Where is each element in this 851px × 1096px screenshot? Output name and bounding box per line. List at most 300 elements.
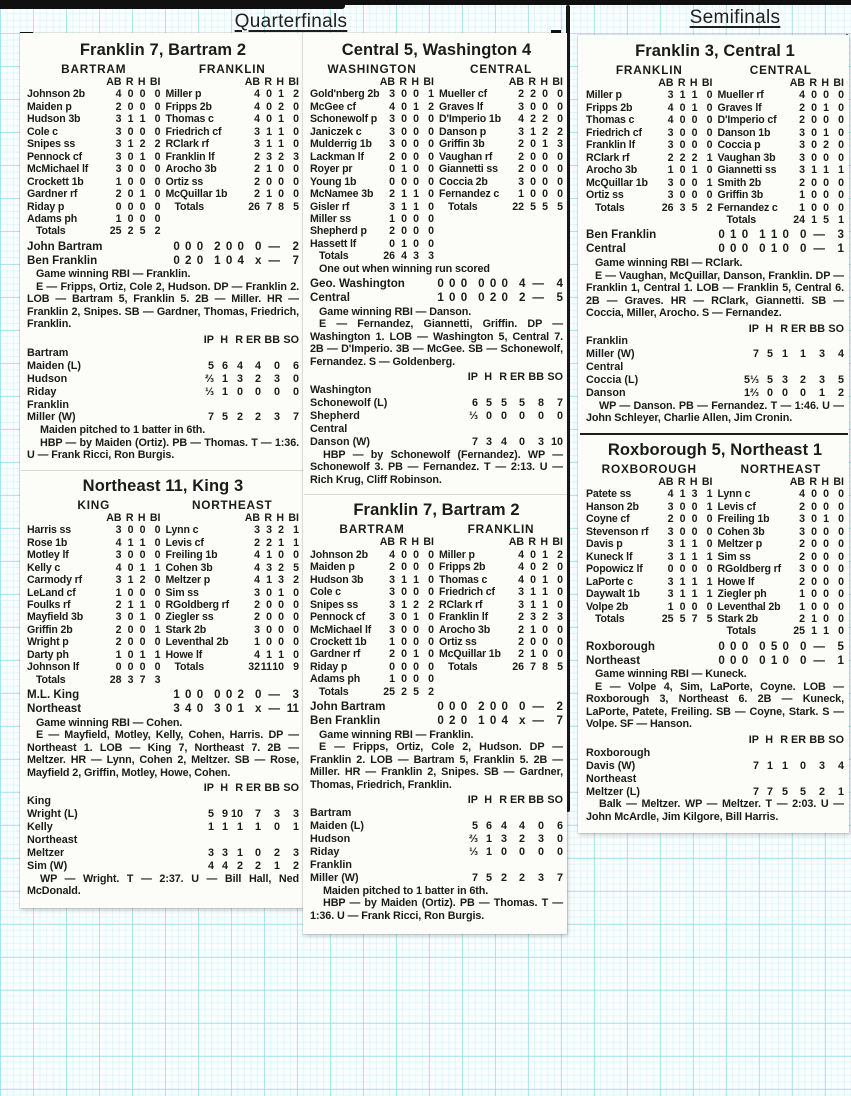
batter-stat: 1 xyxy=(413,573,419,586)
batting-totals-stat: 2 xyxy=(706,201,713,214)
pitcher-stat: 0 xyxy=(273,385,280,398)
pitching-team-name: Franklin xyxy=(27,398,69,411)
batter-stat: 3 xyxy=(254,138,260,151)
batter-stat: 1 xyxy=(799,189,805,202)
batter-name: Friedrich cf xyxy=(165,125,222,138)
batter-stat: 0 xyxy=(266,623,272,636)
batter-stat: 0 xyxy=(278,163,284,176)
game-notes: E — Vaughan, McQuillar, Danson, Franklin. DP — Franklin 1, Central 1. LOB — Franklin 5, Central 6. 2B — Graves. HR — RClark, Giannetti. SB — Coccia, Miller, Arocho. S — Fernandez. xyxy=(586,269,844,320)
batter-stat: 0 xyxy=(823,89,829,102)
batter-stat: 0 xyxy=(127,661,134,674)
inning-group: 0 0 0 xyxy=(718,639,749,653)
linescore-runs: 3 xyxy=(837,228,844,242)
batter-stat: 0 xyxy=(401,138,407,151)
footnote: HBP — by Maiden (Ortiz). PB — Thomas. T — 1:36. U — Frank Ricci, Ron Burgis. xyxy=(310,897,563,922)
batter-name: Hudson 3b xyxy=(27,113,81,126)
batter-stat: 0 xyxy=(811,126,817,139)
batter-stat: 0 xyxy=(811,488,817,501)
pitcher-stat: 3 xyxy=(537,435,544,448)
pitcher-stat: 2 xyxy=(236,859,243,872)
batter-name: Lynn c xyxy=(717,488,751,501)
inning-group: x xyxy=(254,253,262,267)
batter-stat: 0 xyxy=(154,536,161,549)
batter-stat: 0 xyxy=(154,188,161,201)
game-winning-rbi: Game winning RBI — Danson. xyxy=(319,305,472,318)
team-batting-column xyxy=(439,63,563,263)
batter-stat: 0 xyxy=(293,611,299,624)
batter-stat: 0 xyxy=(266,175,272,188)
pitching-header-cell: BB xyxy=(264,333,280,346)
pitching-table xyxy=(310,371,563,448)
batting-header-cell: BI xyxy=(833,77,844,89)
game-winning-rbi: Game winning RBI — Kuneck. xyxy=(595,668,747,681)
pitcher-stat: 4 xyxy=(518,820,525,833)
pitcher-stat: 10 xyxy=(550,435,563,448)
pitching-header-cell: R xyxy=(499,794,507,807)
batter-stat: 0 xyxy=(401,673,407,686)
pitching-header-cell: BB xyxy=(264,782,280,795)
batter-name: Leventhal 2b xyxy=(717,600,781,613)
batter-stat: 0 xyxy=(278,636,284,649)
inning-group: 0 xyxy=(799,242,807,256)
batter-name: Kelly c xyxy=(27,561,61,574)
pitching-header-spacer xyxy=(27,334,188,347)
batter-stat: 0 xyxy=(127,648,134,661)
game-winning-rbi: Game winning RBI — RClark. xyxy=(595,257,743,270)
pitcher-stat: 1 xyxy=(221,372,228,385)
batter-stat: 0 xyxy=(823,176,829,189)
pitcher-stat: 2 xyxy=(254,411,261,424)
batter-stat: 0 xyxy=(691,500,698,513)
batter-stat: 2 xyxy=(799,550,805,563)
batter-stat: 0 xyxy=(154,125,161,138)
pitching-table xyxy=(27,334,299,424)
pitcher-stat: 1 xyxy=(221,820,228,833)
batter-stat: 2 xyxy=(254,188,260,201)
batter-stat: 3 xyxy=(667,538,674,551)
batter-stat: 3 xyxy=(667,500,674,513)
inning-group: 0 0 0 xyxy=(718,242,749,256)
batting-totals-stat: 1 xyxy=(811,213,817,226)
game-notes: E — Fernandez, Giannetti, Griffin. DP — Washington 1. LOB — Washington 5, Central 7. 2B — D'Imperio. 3B — McGee. SB — Schonewolf, Fernandez. S — Goldenberg. xyxy=(310,318,563,368)
batting-totals-label: Totals xyxy=(174,661,205,674)
batter-stat: 4 xyxy=(254,549,260,562)
batter-name: Cole c xyxy=(310,586,341,599)
pitching-header-cell: BB xyxy=(809,322,825,335)
inning-group: 2 0 0 xyxy=(214,239,244,253)
batting-header-spacer xyxy=(166,512,244,524)
batter-stat: 1 xyxy=(278,648,284,661)
batting-header-cell: AB xyxy=(658,77,674,89)
batter-stat: 2 xyxy=(799,575,805,588)
batter-stat: 2 xyxy=(557,548,563,561)
batting-totals-stat: 25 xyxy=(793,625,805,638)
batter-stat: 0 xyxy=(530,150,536,163)
batter-stat: 0 xyxy=(530,188,536,201)
batter-stat: 0 xyxy=(154,212,161,225)
inning-group: 0 1 0 xyxy=(759,653,789,667)
batter-stat: 1 xyxy=(278,138,284,151)
batter-stat: 1 xyxy=(127,113,134,126)
inning-group: 4 xyxy=(518,277,526,291)
batter-stat: 0 xyxy=(401,623,407,636)
linescore-dash: — xyxy=(813,242,825,256)
team-name: FRANKLIN xyxy=(467,522,535,537)
pitcher-stat: 0 xyxy=(273,820,280,833)
boxscore-title: Northeast 11, King 3 xyxy=(82,476,244,495)
batter-name: Miller p xyxy=(165,88,202,101)
batter-stat: 2 xyxy=(518,648,524,661)
batter-stat: 3 xyxy=(115,163,122,176)
batter-stat: 0 xyxy=(691,139,698,152)
pitcher-stat: 1⅔ xyxy=(743,387,759,400)
batter-stat: 0 xyxy=(691,600,698,613)
batter-stat: 2 xyxy=(799,500,805,513)
batter-stat: 0 xyxy=(691,189,698,202)
batter-name: D'Imperio cf xyxy=(717,114,777,127)
pitcher-stat: 7 xyxy=(752,785,759,798)
batter-stat: 0 xyxy=(401,175,407,188)
batter-stat: 0 xyxy=(401,125,407,138)
inning-group: 0 0 0 xyxy=(437,700,468,714)
batter-stat: 2 xyxy=(389,561,395,574)
batter-stat: 0 xyxy=(293,599,299,611)
linescore-runs: 2 xyxy=(556,700,563,714)
batter-stat: 0 xyxy=(811,139,817,152)
batter-stat: 0 xyxy=(706,600,713,613)
batter-stat: 1 xyxy=(266,648,272,661)
pitcher-stat: 3 xyxy=(500,833,507,846)
team-name: WASHINGTON xyxy=(327,62,417,76)
batting-totals-label: Totals xyxy=(174,200,205,213)
batter-stat: 2 xyxy=(518,623,524,636)
batter-name: Danson 1b xyxy=(717,126,771,139)
pitcher-stat: 0 xyxy=(766,387,773,400)
batter-stat: 0 xyxy=(838,488,844,501)
batter-stat: 0 xyxy=(679,500,686,513)
batter-stat: 0 xyxy=(293,549,299,562)
team-name: BARTRAM xyxy=(61,62,127,76)
batter-stat: 0 xyxy=(428,586,434,599)
batter-stat: 2 xyxy=(799,538,805,551)
batter-stat: 0 xyxy=(428,163,434,176)
batting-totals-stat: 8 xyxy=(278,200,284,213)
batter-name: Hanson 2b xyxy=(586,500,639,513)
batter-stat: 2 xyxy=(518,163,524,176)
pitcher-stat: 5 xyxy=(500,397,507,410)
linescore-team: Geo. Washington xyxy=(310,277,405,291)
batter-name: LaPorte c xyxy=(586,575,633,588)
batting-totals-stat: 5 xyxy=(679,612,686,625)
batter-stat: 0 xyxy=(838,101,844,114)
pitching-header-cell: ER xyxy=(246,782,261,795)
batter-stat: 0 xyxy=(557,635,563,648)
batter-stat: 0 xyxy=(530,561,536,574)
batter-stat: 0 xyxy=(278,611,284,624)
batter-stat: 3 xyxy=(115,113,122,126)
batting-table xyxy=(586,77,713,214)
pitcher-stat: 1 xyxy=(236,846,243,859)
batter-name: McQuillar 1b xyxy=(439,648,501,661)
batter-stat: 0 xyxy=(823,500,829,513)
batter-stat: 0 xyxy=(278,175,284,188)
batter-stat: 0 xyxy=(293,636,299,649)
batting-totals-stat: 5 xyxy=(557,200,563,213)
batter-stat: 0 xyxy=(139,88,146,101)
pitcher-stat: 0 xyxy=(273,359,280,372)
batter-name: Janiczek c xyxy=(310,125,362,138)
inning-group: 0 0 0 xyxy=(173,239,204,253)
batting-header-cell: AB xyxy=(244,76,260,88)
pitcher-stat: 0 xyxy=(518,845,525,858)
pitcher-stat: 4 xyxy=(221,859,228,872)
inning-group: 1 0 0 xyxy=(173,688,204,702)
batter-stat: 0 xyxy=(154,661,161,674)
batting-totals-stat: 26 xyxy=(512,660,524,673)
batter-stat: 2 xyxy=(278,100,284,113)
batter-name: Thomas c xyxy=(439,573,488,586)
batter-stat: 4 xyxy=(254,113,260,126)
batter-stat: 0 xyxy=(428,611,434,624)
pitcher-stat: 5 xyxy=(799,785,806,798)
batter-stat: 0 xyxy=(428,635,434,648)
team-batting-column xyxy=(439,523,563,698)
pitching-header-cell: SO xyxy=(283,782,299,795)
batter-name: Giannetti ss xyxy=(717,164,777,177)
linescore-row xyxy=(586,654,844,668)
batter-stat: 3 xyxy=(389,611,395,624)
batter-stat: 2 xyxy=(667,513,674,526)
batter-stat: 0 xyxy=(530,548,536,561)
batter-stat: 0 xyxy=(413,212,419,225)
pitcher-stat: 2 xyxy=(518,871,525,884)
batter-name: Howe lf xyxy=(717,575,755,588)
boxscore xyxy=(586,42,844,425)
pitcher-stat: 2 xyxy=(254,372,261,385)
linescore-team: Northeast xyxy=(27,701,82,715)
batter-stat: 0 xyxy=(823,114,829,127)
batter-name: Coccia 2b xyxy=(439,175,488,188)
linescore-runs: 5 xyxy=(837,639,844,653)
batter-stat: 0 xyxy=(557,100,563,113)
batting-totals-stat: 5 xyxy=(823,213,829,226)
batter-name: Arocho 3b xyxy=(586,164,638,177)
pitching-header-cell: IP xyxy=(467,794,478,807)
batting-totals-label: Totals xyxy=(595,612,625,625)
pitcher-stat: 6 xyxy=(471,397,478,410)
pitching-header-spacer xyxy=(27,782,188,795)
batter-name: Ortiz ss xyxy=(586,189,624,202)
batter-stat: 0 xyxy=(557,586,563,599)
batter-stat: 0 xyxy=(413,673,419,686)
batter-name: Riday p xyxy=(27,200,65,213)
batter-stat: 1 xyxy=(154,648,161,661)
batting-header-cell: BI xyxy=(423,536,434,549)
pitcher-stat: 7 xyxy=(207,411,214,424)
batter-stat: 1 xyxy=(691,550,698,563)
batter-stat: 1 xyxy=(266,163,272,176)
batter-name: Pennock cf xyxy=(27,150,83,163)
batter-stat: 0 xyxy=(293,175,299,188)
batter-stat: 3 xyxy=(518,175,524,188)
batter-name: Mayfield 3b xyxy=(27,611,84,624)
batter-stat: 0 xyxy=(811,176,817,189)
footnote: WP — Wright. T — 2:37. U — Bill Hall, Ned McDonald. xyxy=(27,872,299,898)
pitching-header-spacer xyxy=(586,734,733,747)
batter-name: Vaughan rf xyxy=(439,150,493,163)
inning-group: 1 1 0 xyxy=(759,228,789,242)
pitcher-stat: 1 xyxy=(221,385,228,398)
batter-stat: 2 xyxy=(413,598,419,611)
batter-stat: 2 xyxy=(115,599,122,611)
section-label-quarterfinals: Quarterfinals xyxy=(234,11,348,32)
linescore xyxy=(310,700,563,728)
game-notes: E — Fripps, Ortiz, Cole 2, Hudson. DP — Franklin 2. LOB — Bartram 5, Franklin 5. 2B — Miller. HR — Franklin 2, Snipes. SB — Gardner, Thomas, Friedrich, Franklin. xyxy=(27,280,299,331)
batter-stat: 0 xyxy=(401,100,407,113)
batter-stat: 0 xyxy=(413,113,419,126)
batter-name: Mueller rf xyxy=(717,89,764,102)
pitcher-stat: 7 xyxy=(766,785,773,798)
batter-stat: 1 xyxy=(266,549,272,562)
batter-stat: 0 xyxy=(413,175,419,188)
pitching-header-cell: R xyxy=(235,333,243,346)
pitching-header-cell: BB xyxy=(528,794,544,807)
batter-stat: 0 xyxy=(428,648,434,661)
batter-stat: 2 xyxy=(139,574,146,587)
team-name: NORTHEAST xyxy=(740,461,822,476)
batter-stat: 0 xyxy=(557,648,563,661)
batter-stat: 0 xyxy=(838,600,844,613)
batting-header-cell: H xyxy=(689,475,698,488)
batter-stat: 0 xyxy=(413,623,419,636)
batter-stat: 1 xyxy=(389,635,395,648)
batter-stat: 2 xyxy=(823,139,829,152)
batter-stat: 0 xyxy=(139,661,146,674)
batter-name: Stark 2b xyxy=(165,623,207,636)
linescore xyxy=(310,277,563,305)
batting-header-cell: R xyxy=(125,511,134,524)
game-notes: E — Volpe 4, Sim, LaPorte, Coyne. LOB — Roxborough 3, Northeast 6. 2B — Kuneck, LaPorte, Patete, Freiling. SB — Coyne, Stark. S — Volpe. SF — Hanson. xyxy=(586,680,844,731)
batter-stat: 0 xyxy=(154,88,161,101)
pitcher-stat: 5 xyxy=(471,820,478,833)
inning-group: 0 0 0 xyxy=(718,653,749,667)
batter-stat: 0 xyxy=(401,635,407,648)
pitcher-stat: 6 xyxy=(221,359,228,372)
batting-totals-stat: 3 xyxy=(679,201,686,214)
batter-name: Johnson 2b xyxy=(310,548,368,561)
pitcher-stat: 2 xyxy=(236,411,243,424)
batter-stat: 0 xyxy=(389,175,395,188)
pitching-team-name: Franklin xyxy=(310,858,352,871)
batter-stat: 2 xyxy=(428,100,434,113)
batter-name: Fripps 2b xyxy=(586,101,633,114)
batter-stat: 0 xyxy=(811,550,817,563)
batter-stat: 0 xyxy=(530,163,536,176)
batter-name: Coyne cf xyxy=(586,513,630,526)
batting-table xyxy=(166,76,300,213)
linescore-runs: 7 xyxy=(292,253,299,267)
batter-name: Mueller cf xyxy=(439,88,487,101)
batting-header-spacer xyxy=(310,536,378,548)
pitching-team-name: Roxborough xyxy=(586,746,651,759)
batter-stat: 0 xyxy=(401,88,407,101)
batter-name: Stark 2b xyxy=(717,612,759,625)
batter-stat: 1 xyxy=(679,550,686,563)
batter-stat: 0 xyxy=(706,164,713,177)
pitcher-stat: 1 xyxy=(837,785,844,798)
batter-stat: 1 xyxy=(401,163,407,176)
boxscore xyxy=(27,41,299,462)
pitcher-stat: 5 xyxy=(766,348,773,361)
batter-name: Meltzer p xyxy=(717,538,763,551)
batter-name: Johnson 2b xyxy=(27,88,85,101)
pitcher-name: Hudson xyxy=(27,372,68,385)
batter-stat: 3 xyxy=(799,563,805,576)
batter-name: Danson p xyxy=(439,125,487,138)
batter-stat: 3 xyxy=(389,200,395,213)
batting-totals-stat: 5 xyxy=(542,200,548,213)
batter-stat: 0 xyxy=(838,89,844,102)
batter-stat: 2 xyxy=(254,150,260,163)
pitcher-name: Sim (W) xyxy=(27,859,68,872)
pitcher-stat: 0 xyxy=(799,387,806,400)
batter-stat: 0 xyxy=(139,524,146,537)
batter-stat: 1 xyxy=(254,636,260,649)
pitcher-stat: 5 xyxy=(781,785,788,798)
pitcher-stat: 1 xyxy=(485,833,492,846)
batter-stat: 0 xyxy=(706,101,713,114)
batter-stat: 0 xyxy=(428,623,434,636)
pitcher-stat: 1 xyxy=(273,859,280,872)
batter-stat: 3 xyxy=(115,125,122,138)
batter-stat: 2 xyxy=(115,100,122,113)
batting-header-cell: AB xyxy=(379,76,395,88)
batter-stat: 1 xyxy=(401,598,407,611)
batter-stat: 0 xyxy=(691,513,698,526)
batter-stat: 0 xyxy=(428,113,434,126)
batter-name: Franklin lf xyxy=(165,150,215,163)
batter-name: Rose 1b xyxy=(27,536,68,549)
pitcher-stat: 4 xyxy=(254,359,261,372)
batting-header-cell: H xyxy=(540,76,548,88)
batter-stat: 2 xyxy=(389,225,395,238)
batter-stat: 0 xyxy=(679,139,686,152)
batting-header-cell: R xyxy=(399,76,407,88)
batting-header-cell: R xyxy=(677,475,686,488)
batting-table xyxy=(27,512,161,686)
batter-name: Davis p xyxy=(586,538,623,551)
batter-stat: 0 xyxy=(530,635,536,648)
inning-group: 0 2 0 xyxy=(437,714,468,728)
batter-stat: 1 xyxy=(127,536,134,549)
batter-name: Griffin 3b xyxy=(717,189,764,202)
linescore-team: John Bartram xyxy=(310,700,386,714)
batter-stat: 0 xyxy=(838,538,844,551)
pitcher-stat: 0 xyxy=(254,385,261,398)
batter-stat: 0 xyxy=(838,513,844,526)
batter-stat: 0 xyxy=(691,126,698,139)
batter-stat: 0 xyxy=(154,549,161,562)
batter-stat: 0 xyxy=(428,660,434,673)
batting-totals-stat: 1 xyxy=(838,213,844,226)
batter-stat: 4 xyxy=(518,561,524,574)
batter-stat: 0 xyxy=(413,150,419,163)
batter-name: McMichael lf xyxy=(310,623,372,636)
linescore xyxy=(586,640,844,668)
batting-header-cell: R xyxy=(528,76,536,88)
batter-stat: 0 xyxy=(542,163,548,176)
pitcher-name: Kelly xyxy=(27,820,53,833)
